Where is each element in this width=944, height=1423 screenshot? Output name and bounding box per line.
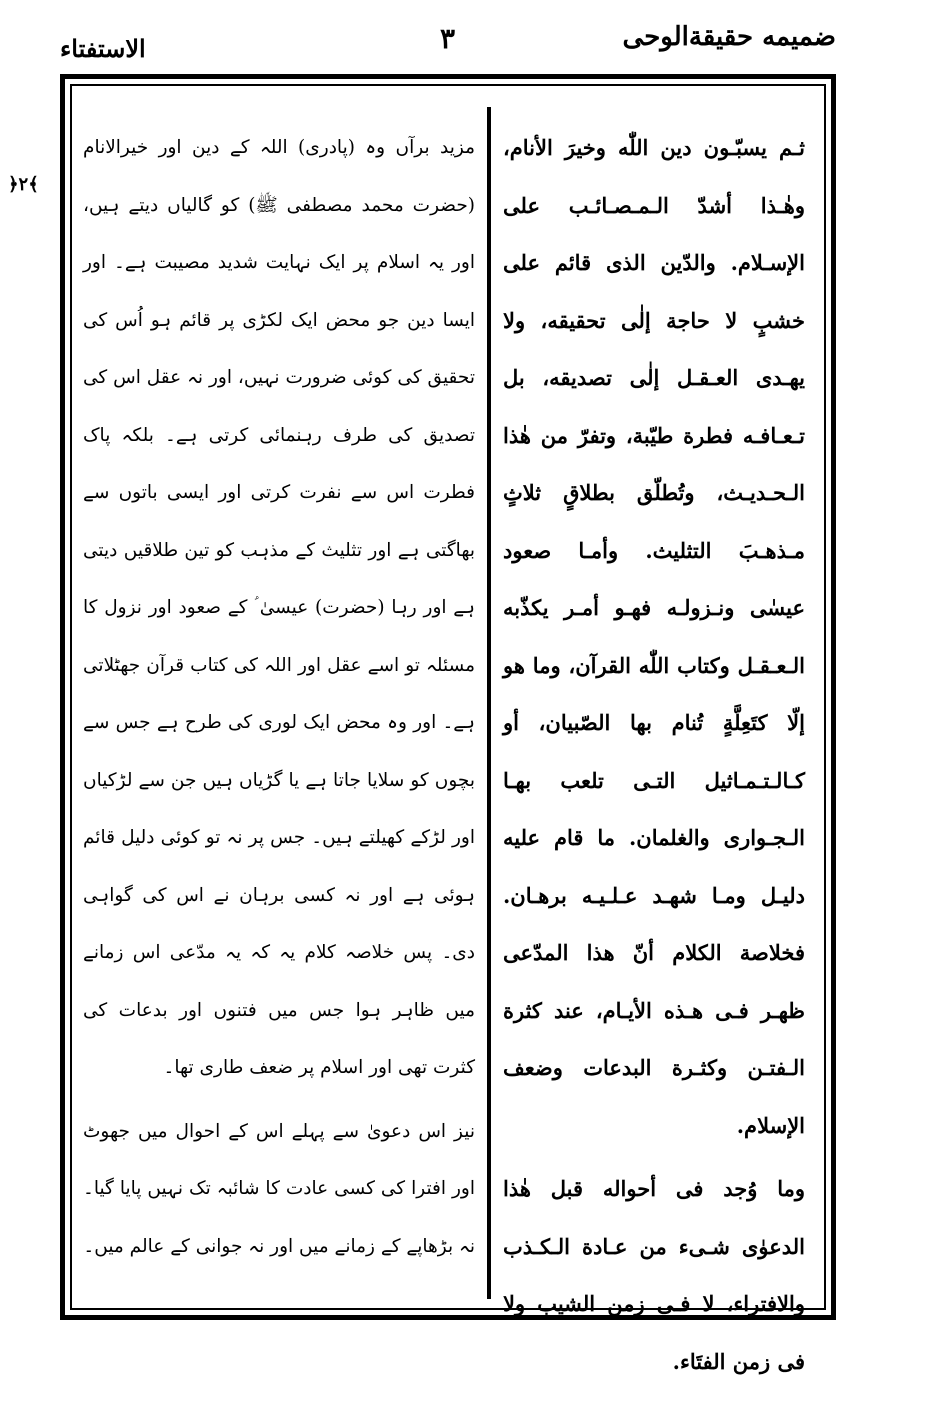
text-frame (60, 74, 836, 1374)
urdu-column (83, 119, 475, 1275)
page-header (60, 22, 836, 72)
section-title: الاستفتاء (60, 34, 146, 63)
arabic-paragraph: ثـم يسبّـون دين اللّٰه وخيرَ الأنام، وهٰـذا أشدّ الـمـصـائـب على الإسـلام. والدّين الذى قائم على خشبٍ لا حاجة إلٰى تحقيقه، ولا يهـدى العـقـل إلٰى تصديقه، بل تـعـافـه فطرة طيّبة، وتفرّ من هٰذا الـحـديـث، وتُطلّق بطلاقٍ ثلاثٍ مـذهـبَ التثليث. وأمـا صعود عيسٰى ونـزولـه فهـو أمـر يكذّبه الـعـقـل وكتاب اللّٰه القرآن، وما هو إلّا كتَعِلَّةٍ تُنام بها الصّبيان، أو كـالـتـمـاثيل التـى تلعب بهـا الـجـوارى والغلمان. ما قام عليه دليـل ومـا شهـد عـلـيـه برهـان. فخلاصة الكلام أنّ هذا المدّعى ظهـر فـى هـذه الأيـام، عند كثرة الـفتـن وكثـرة البدعات وضعف الإسلام. (503, 135, 805, 1138)
book-title: ضمیمه حقیقةالوحی (622, 22, 836, 52)
urdu-paragraph: نیز اس دعویٰ سے پہلے اس کے احوال میں جھوٹ اور افترا کی کسی عادت کا شائبہ تک نہیں پایا گیا۔ نہ بڑھاپے کے زمانے میں اور نہ جوانی کے عالم میں۔ (83, 1120, 475, 1257)
page-number: ۳ (440, 22, 456, 55)
arabic-column (503, 119, 805, 1390)
urdu-paragraph: مزید برآں وہ (پادری) اللہ کے دین اور خیرالانام (حضرت محمد مصطفی ﷺ) کو گالیاں دیتے ہیں، اور یہ اسلام پر ایک نہایت شدید مصیبت ہے۔ اور ایسا دین جو محض ایک لکڑی پر قائم ہو اُس کی تحقیق کی کوئی ضرورت نہیں، اور نہ عقل اس کی تصدیق کی طرف رہنمائی کرتی ہے۔ بلکہ پاک فطرت اس سے نفرت کرتی اور ایسی باتوں سے بھاگتی ہے اور تثلیث کے مذہب کو تین طلاقیں دیتی ہے اور رہا (حضرت) عیسیٰ ؑ کے صعود اور نزول کا مسئلہ تو اسے عقل اور اللہ کی کتاب قرآن جھٹلاتی ہے۔ اور وہ محض ایک لوری کی طرح ہے جس سے بچوں کو سلایا جاتا ہے یا گڑیاں ہیں جن سے لڑکیاں اور لڑکے کھیلتے ہیں۔ جس پر نہ تو کوئی دلیل قائم ہوئی ہے اور نہ کسی برہان نے اس کی گواہی دی۔ پس خلاصہ کلام یہ کہ یہ مدّعی اس زمانے میں ظاہر ہوا جس میں فتنوں اور بدعات کی کثرت تھی اور اسلام پر ضعف طاری تھا۔ (83, 137, 475, 1078)
arabic-paragraph: وما وُجد فى أحواله قبل هٰذا الدعوٰى شـىء من عـادة الـكـذب والافتراء، لا فـى زمن الشيب ولا فى زمن الفتَاء. (503, 1176, 805, 1374)
column-divider (487, 107, 491, 1299)
marginal-page-reference: ﴿۲﴾ (8, 174, 39, 195)
